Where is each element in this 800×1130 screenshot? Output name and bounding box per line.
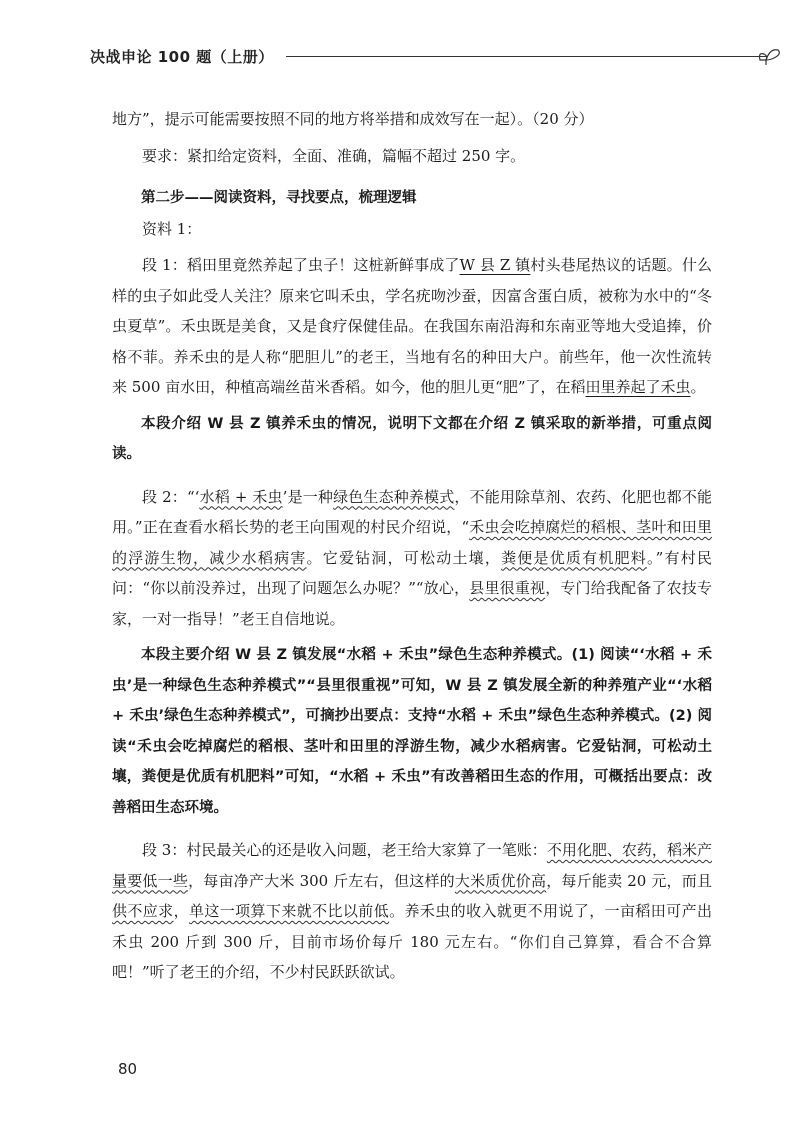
question-continuation: 地方”，提示可能需要按照不同的地方将举措和成效写在一起）。（20 分）	[112, 110, 594, 128]
para2-wavy-3: 禾虫会吃掉腐烂的稻根、茎叶和田里的浮游生物，减少水稻病害	[112, 518, 712, 567]
para2-text-1: 段 2：“‘	[142, 487, 200, 506]
para1-underline-2: 田里养起了禾虫	[585, 378, 691, 396]
paragraph-1	[112, 250, 712, 403]
para1-text-2: 村头巷尾热议的话题。什么样的虫子如此受人关注？原来它叫禾虫，学名疣吻沙蚕，因富含蛋白质，被称为水中的“冬虫夏草”。禾虫既是美食，又是食疗保健佳品。在我国东南沿海和东南亚等地大受追捧，价格不菲。养禾虫的是人称“肥胆儿”的老王，当地有名的种田大户。前些年，他一次性流转来 500 亩水田，种植高端丝苗米香稻。如今，他的胆儿更“肥”了，在稻	[112, 256, 712, 396]
para3-text-2: ，每亩净产大米 300 斤左右，但这样的	[188, 871, 455, 890]
book-title: 决战申论 100 题（上册）	[90, 48, 274, 66]
para1-underline-1: W 县 Z 镇	[459, 256, 531, 274]
para3-wavy-2: 大米质优价高	[454, 871, 547, 890]
para1-text-1: 段 1：稻田里竟然养起了虫子！这桩新鲜事成了	[142, 256, 460, 274]
para2-text-3: ，不能用除草剂、农药、化肥也都不能用。”正在查看水稻长势的老王向围观的村民介绍说，“	[112, 487, 712, 536]
para3-text-3: ，每斤能卖 20 元，而且	[546, 871, 712, 890]
material-label: 资料 1：	[142, 219, 202, 238]
paragraph-2	[112, 482, 712, 635]
para2-wavy-5: 县里很重视	[469, 579, 546, 597]
para3-wavy-3: 供不应求	[112, 902, 174, 920]
para2-wavy-2: 绿色生态种养模式	[333, 487, 455, 506]
analysis-2: 本段主要介绍 W 县 Z 镇发展“水稻 + 禾虫”绿色生态种养模式。(1) 阅读“‘水稻 + 禾虫’是一种绿色生态种养模式”“县里很重视”可知，W 县 Z 镇发展全新的种养殖产业“‘水稻 + 禾虫’绿色生态种养模式”，可摘抄出要点：支持“水稻 + 禾虫”绿色生态种养模式。(2) 阅读“禾虫会吃掉腐烂的稻根、茎叶和田里的浮游生物，减少水稻病害。它爱钻洞，可松动土壤，粪便是优质有机肥料”可知，“水稻 + 禾虫”有改善稻田生态的作用，可概括出要点：改善稻田生态环境。	[112, 647, 712, 816]
para2-text-2: ’是一种	[282, 487, 334, 506]
para3-wavy-4: 单这一项算下来就不比以前低	[188, 902, 390, 920]
paragraph-3	[112, 835, 712, 988]
page-body	[112, 104, 712, 988]
analysis-1: 本段介绍 W 县 Z 镇养禾虫的情况，说明下文都在介绍 Z 镇采取的新举措，可重点阅读。	[112, 415, 712, 462]
step-heading: 第二步——阅读资料，寻找要点，梳理逻辑	[141, 190, 417, 206]
para2-text-4: 。它爱钻洞，可松动土壤，	[306, 548, 502, 567]
para2-text-5: 。”有村民问：“你以前没养过，出现了问题怎么办呢？”“放心，	[112, 548, 712, 597]
para2-text-6: ，专门给我配备了农技专家，一对一指导！”老王自信地说。	[112, 579, 712, 628]
para3-text-1: 段 3：村民最关心的还是收入问题，老王给大家算了一笔账：	[142, 841, 547, 859]
running-header	[90, 42, 730, 72]
para2-wavy-1: 水稻 + 禾虫	[199, 487, 283, 506]
page-number: 80	[118, 1060, 138, 1078]
para3-text-4: ，	[173, 902, 189, 920]
para2-wavy-4: 粪便是优质有机肥料	[501, 548, 647, 567]
para1-text-3: 。	[690, 378, 706, 396]
para3-text-5: 。养禾虫的收入就更不用说了，一亩稻田可产出禾虫 200 斤到 300 斤，目前市场价每斤 180 元左右。“你们自己算算，看合不合算吧！”听了老王的介绍，不少村民跃跃欲试。	[112, 902, 712, 981]
header-rule	[286, 56, 766, 57]
requirement-text: 要求：紧扣给定资料，全面、准确，篇幅不超过 250 字。	[142, 146, 526, 165]
para3-wavy-1: 不用化肥、农药，稻米产量要低一些	[112, 841, 712, 890]
sprout-icon	[756, 42, 786, 66]
